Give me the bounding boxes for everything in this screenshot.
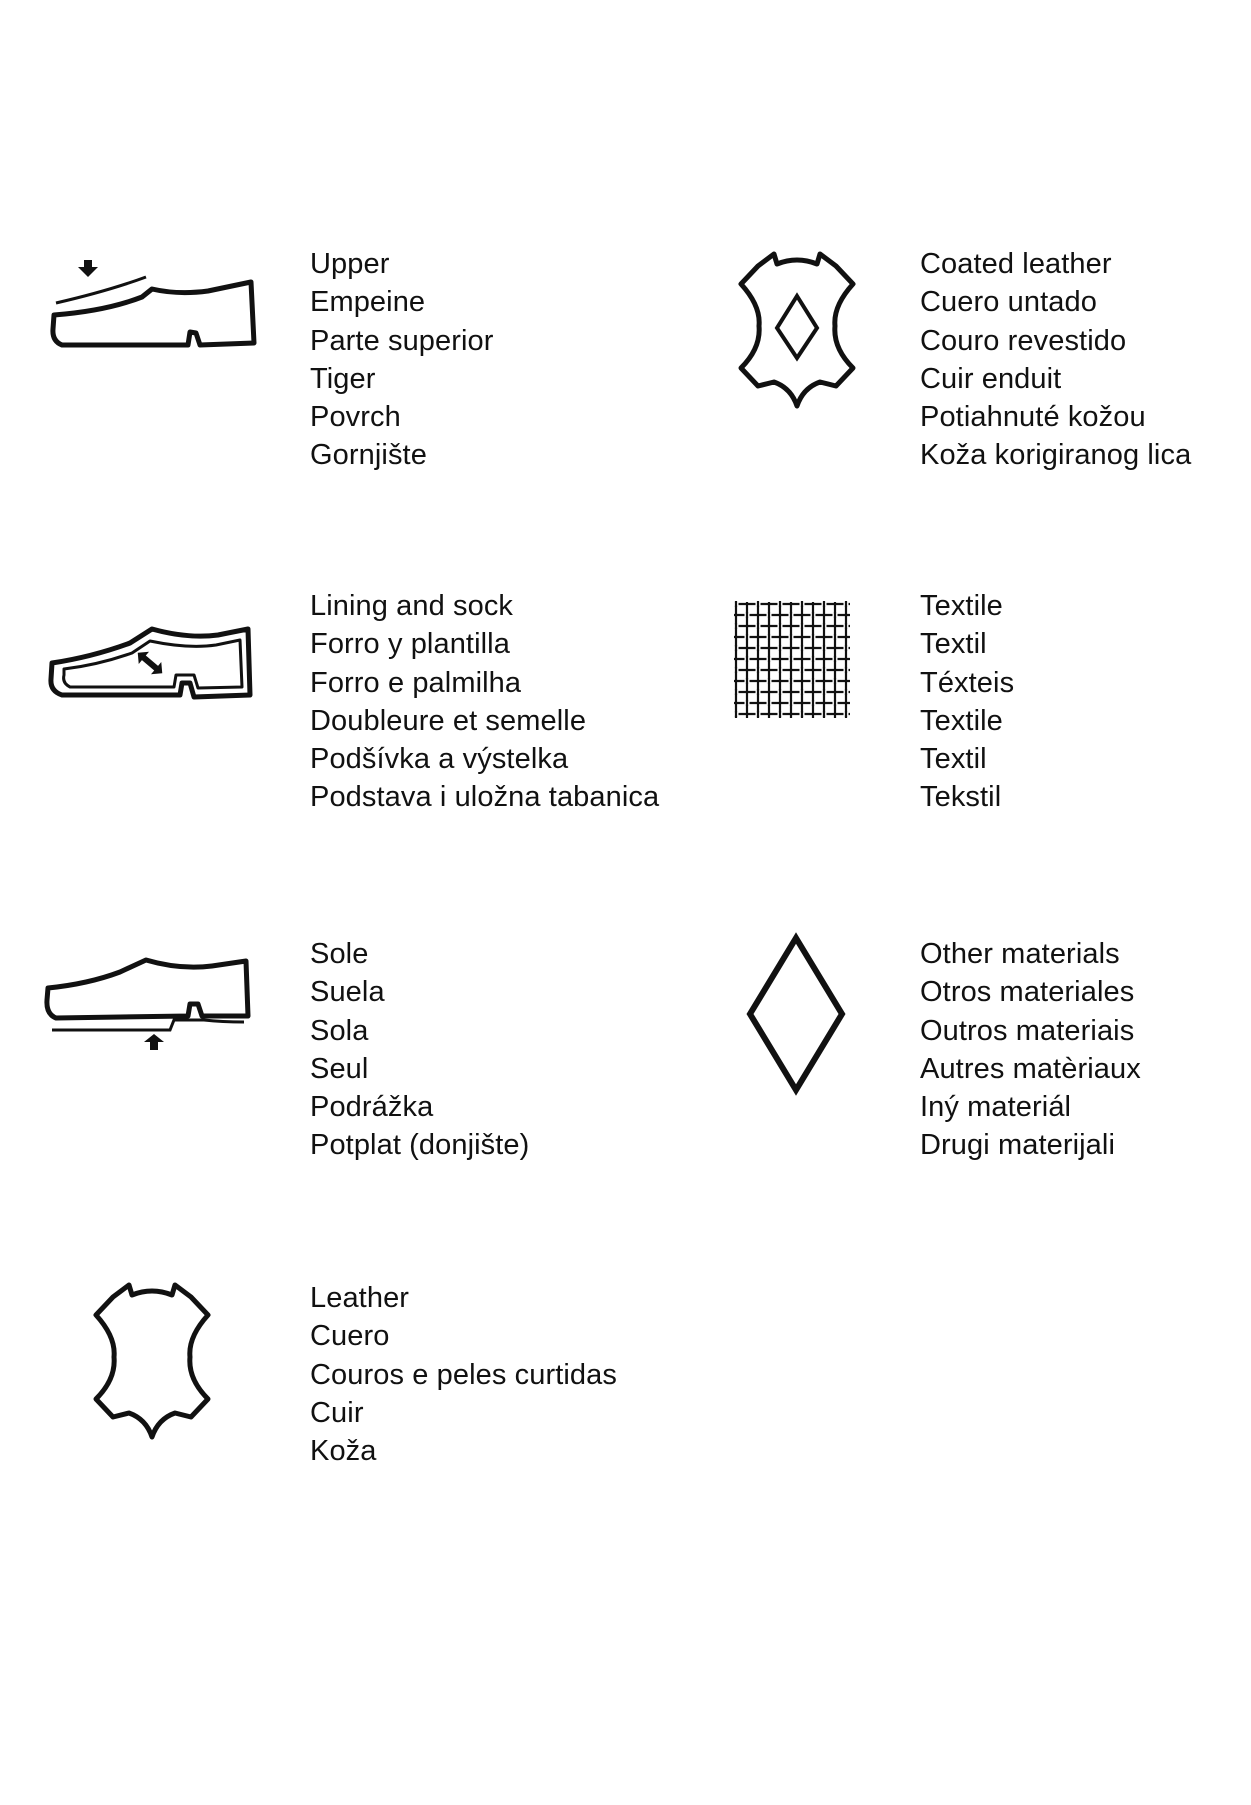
- label-textile-hr: Tekstil: [920, 781, 1002, 814]
- label-upper-sk: Povrch: [310, 401, 401, 434]
- diamond-icon: [746, 934, 846, 1094]
- label-leather-en: Leather: [310, 1282, 410, 1314]
- label-coated-leather-en: Coated leather: [920, 248, 1112, 280]
- shoe-sole-icon: [44, 956, 252, 1062]
- shoe-upper-icon: [48, 255, 256, 355]
- label-lining-es: Forro y plantilla: [310, 628, 510, 661]
- label-other-sk: Iný materiál: [920, 1091, 1072, 1124]
- label-upper-fr: Tiger: [310, 362, 376, 395]
- label-sole-hr: Potplat (donjište): [310, 1129, 530, 1162]
- label-leather-pt: Couros e peles curtidas: [310, 1358, 617, 1391]
- label-lining-fr: Doubleure et semelle: [310, 704, 587, 737]
- label-sole-sk: Podrážka: [310, 1091, 434, 1124]
- label-sole-en: Sole: [310, 938, 369, 970]
- shoe-lining-icon: [48, 625, 256, 705]
- leather-hide-icon: [88, 1277, 216, 1437]
- label-coated-leather-fr: Cuir enduit: [920, 362, 1062, 395]
- label-sole-pt: Sola: [310, 1014, 369, 1047]
- label-upper-hr: Gornjište: [310, 439, 427, 472]
- label-lining-pt: Forro e palmilha: [310, 666, 522, 699]
- label-other-en: Other materials: [920, 938, 1120, 970]
- label-textile-en: Textile: [920, 590, 1003, 622]
- label-leather-es: Cuero: [310, 1320, 390, 1353]
- label-textile-es: Textil: [920, 628, 987, 661]
- label-coated-leather-pt: Couro revestido: [920, 324, 1127, 357]
- label-coated-leather-es: Cuero untado: [920, 286, 1097, 319]
- label-leather-sk: Koža: [310, 1435, 377, 1468]
- label-sole-es: Suela: [310, 976, 385, 1009]
- coated-leather-icon: [733, 246, 861, 406]
- label-coated-leather-sk: Potiahnuté kožou: [920, 401, 1146, 434]
- label-textile-sk: Textil: [920, 743, 987, 776]
- label-other-fr: Autres matèriaux: [920, 1052, 1141, 1085]
- label-lining-sk: Podšívka a výstelka: [310, 743, 569, 776]
- label-textile-pt: Téxteis: [920, 666, 1015, 699]
- label-upper-pt: Parte superior: [310, 324, 494, 357]
- label-other-pt: Outros materiais: [920, 1014, 1135, 1047]
- label-other-es: Otros materiales: [920, 976, 1135, 1009]
- label-upper-en: Upper: [310, 248, 390, 280]
- label-coated-leather-hr: Koža korigiranog lica: [920, 439, 1192, 472]
- label-sole-fr: Seul: [310, 1052, 369, 1085]
- label-lining-hr: Podstava i uložna tabanica: [310, 781, 660, 814]
- label-textile-fr: Textile: [920, 704, 1003, 737]
- textile-weave-icon: [734, 602, 856, 724]
- label-upper-es: Empeine: [310, 286, 426, 319]
- label-other-hr: Drugi materijali: [920, 1129, 1115, 1162]
- label-lining-en: Lining and sock: [310, 590, 514, 622]
- label-leather-fr: Cuir: [310, 1396, 364, 1429]
